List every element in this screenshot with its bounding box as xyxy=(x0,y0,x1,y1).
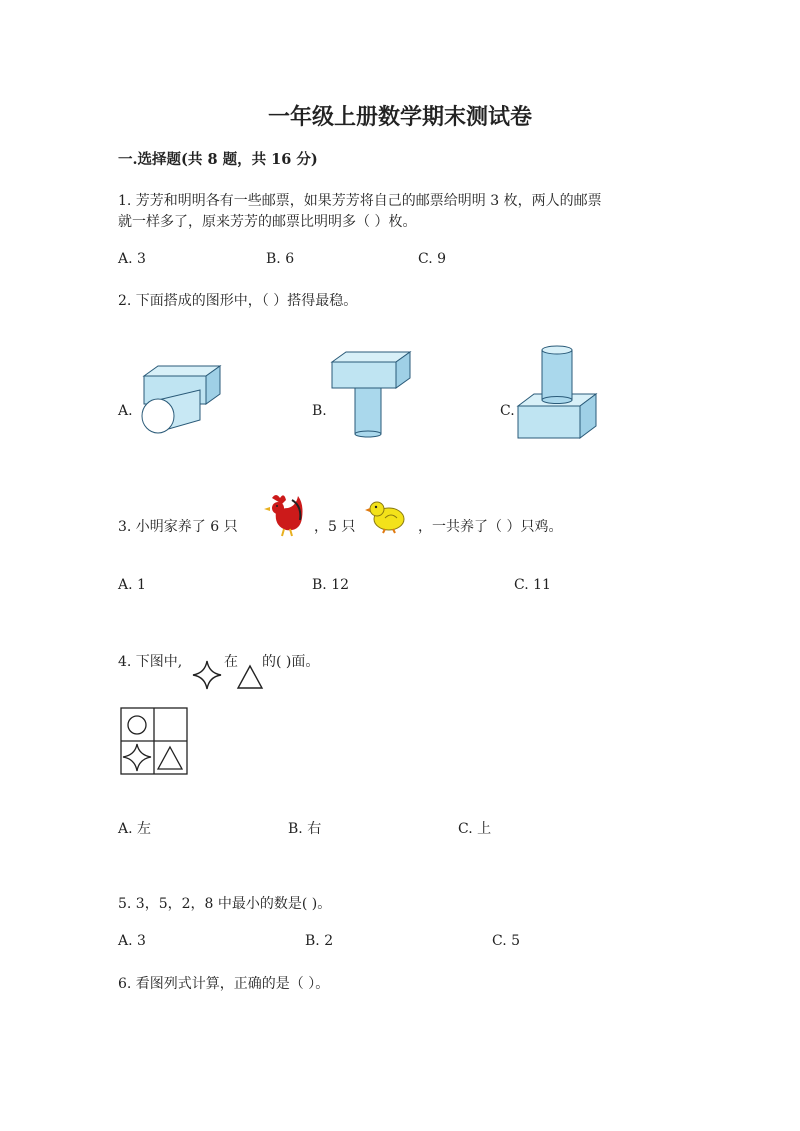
question-3-part-2: ，5 只 xyxy=(314,519,356,535)
shape-grid xyxy=(120,707,190,775)
page-title: 一年级上册数学期末测试卷 xyxy=(267,104,532,130)
block-figure-c xyxy=(516,344,600,442)
question-5-text: 5. 3，5，2，8 中最小的数是( )。 xyxy=(118,896,332,912)
question-2-option-c[interactable]: C. xyxy=(500,403,515,419)
question-4-option-a[interactable]: A. 左 xyxy=(118,821,152,837)
grid-circle-icon xyxy=(128,716,146,734)
question-1-option-b[interactable]: B. 6 xyxy=(266,251,295,267)
question-2-option-a[interactable]: A. xyxy=(118,403,133,419)
question-1-line-2: 就一样多了，原来芳芳的邮票比明明多（ ）枚。 xyxy=(118,214,417,230)
question-5-option-c[interactable]: C. 5 xyxy=(492,933,521,949)
question-5-option-b[interactable]: B. 2 xyxy=(305,933,334,949)
question-1-option-a[interactable]: A. 3 xyxy=(118,251,146,267)
question-5-option-a[interactable]: A. 3 xyxy=(118,933,146,949)
question-3-option-c[interactable]: C. 11 xyxy=(514,577,551,593)
section-heading: 一.选择题(共 8 题，共 16 分) xyxy=(118,151,318,168)
question-1-option-c[interactable]: C. 9 xyxy=(418,251,447,267)
block-figure-a xyxy=(136,362,226,437)
question-1-line-1: 1. 芳芳和明明各有一些邮票，如果芳芳将自己的邮票给明明 3 枚，两人的邮票 xyxy=(118,193,602,209)
rooster-icon xyxy=(262,492,306,536)
question-4-part-3: 的( )面。 xyxy=(262,654,320,670)
question-4-option-c[interactable]: C. 上 xyxy=(458,821,492,837)
question-3-option-a[interactable]: A. 1 xyxy=(118,577,146,593)
question-2-option-b[interactable]: B. xyxy=(312,403,327,419)
four-point-star-icon xyxy=(192,660,222,690)
question-4-part-1: 4. 下图中, xyxy=(118,654,183,670)
question-2-text: 2. 下面搭成的图形中，（ ）搭得最稳。 xyxy=(118,293,358,309)
triangle-icon xyxy=(236,664,264,690)
question-3-part-3: ，一共养了（ ）只鸡。 xyxy=(418,519,563,535)
question-4-option-b[interactable]: B. 右 xyxy=(288,821,322,837)
chick-icon xyxy=(365,498,409,534)
question-6-text: 6. 看图列式计算，正确的是（ ）。 xyxy=(118,976,330,992)
question-3-part-1: 3. 小明家养了 6 只 xyxy=(118,519,238,535)
block-figure-b xyxy=(328,350,414,440)
question-3-option-b[interactable]: B. 12 xyxy=(312,577,350,593)
question-4-part-2: 在 xyxy=(224,654,238,670)
